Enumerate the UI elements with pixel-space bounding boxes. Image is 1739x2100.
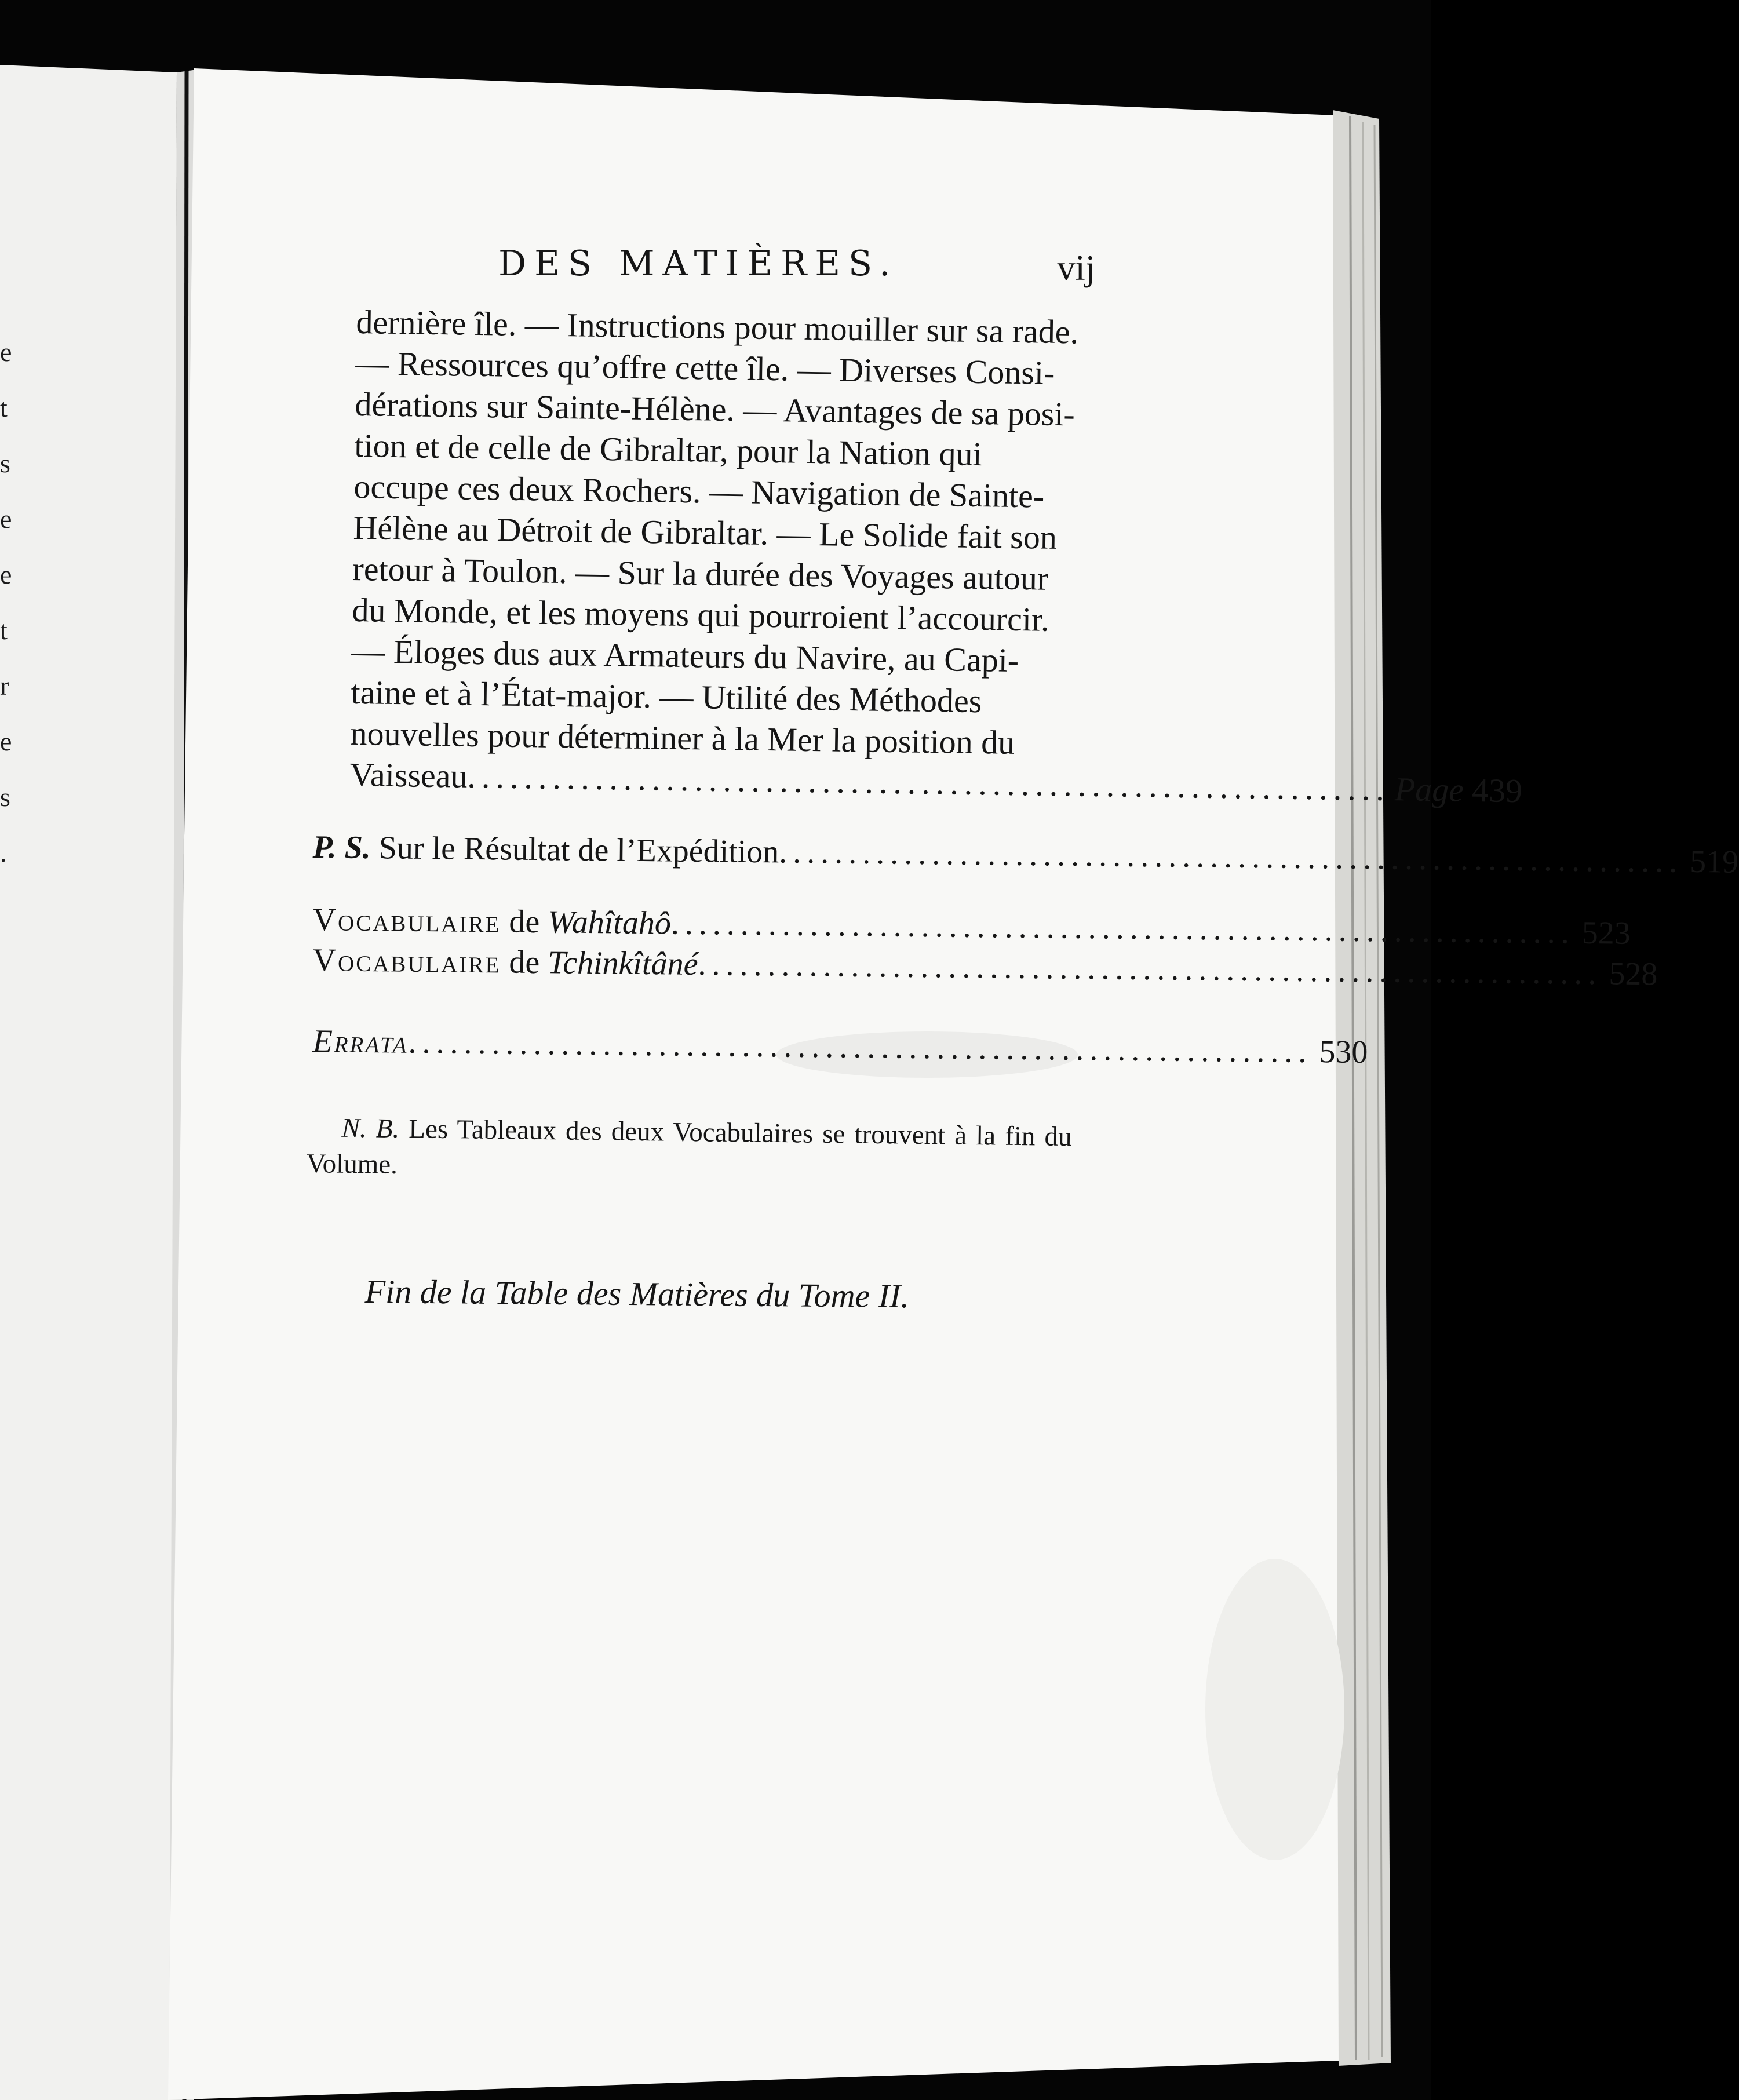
vocab1-name: Wahîtahô	[547, 904, 672, 942]
left-page-margin-text: e t s e e t r e s .	[0, 337, 12, 867]
entry-line: — Éloges dus aux Armateurs du Navire, au Capi-	[351, 632, 1019, 680]
errata-label: Errata	[312, 1023, 409, 1060]
errata-page: 530	[1319, 1034, 1368, 1071]
nota-bene	[306, 1110, 1071, 1191]
entry-line: occupe ces deux Rochers. — Navigation de Sainte-	[353, 467, 1045, 515]
entry-line: dernière île. — Instructions pour mouiller sur sa rade.	[356, 302, 1079, 351]
dot-leader: .................................................................	[698, 946, 1602, 992]
end-line: Fin de la Table des Matières du Tome II.	[364, 1273, 910, 1315]
vocab1-page: 523	[1581, 914, 1631, 951]
entry-line: Hélène au Détroit de Gibraltar. — Le Solide fait son	[353, 508, 1058, 556]
dot-leader: .................................................................	[670, 905, 1576, 951]
entry-line: taine et à l’État-major. — Utilité des Méthodes	[351, 673, 982, 720]
vocab2-page: 528	[1609, 956, 1658, 993]
entry-line: nouvelles pour déterminer à la Mer la position du	[350, 714, 1015, 761]
vocab2-label: Vocabulaire	[312, 942, 501, 980]
page-number: 439	[1471, 771, 1523, 810]
toc-line-vocab-1: Vocabulaire de Wahîtahô ................................................................. 523	[312, 902, 1631, 951]
nb-label: N. B.	[341, 1113, 400, 1144]
vocab2-name: Tchinkîtâné	[547, 945, 698, 982]
stain	[1205, 1559, 1344, 1860]
entry-line: tion et de celle de Gibraltar, pour la Nation qui	[354, 426, 983, 473]
dot-leader: .................................................................	[778, 834, 1683, 880]
ps-text: Sur le Résultat de l’Expédition	[378, 830, 779, 870]
left-page	[0, 65, 177, 2100]
entry-last-line-text: Vaisseau	[349, 755, 468, 795]
entry-line: du Monde, et les moyens qui pourroient l’accourcir.	[352, 590, 1050, 639]
page-label: Page	[1394, 770, 1464, 809]
folio: vij	[1057, 249, 1095, 288]
dot-leader: .................................................................	[408, 1024, 1313, 1070]
running-head: DES MATIÈRES.	[498, 243, 899, 284]
dot-leader: .................................................................	[467, 757, 1391, 808]
entry-line: retour à Toulon. — Sur la durée des Voyages autour	[352, 549, 1049, 597]
entry-line: — Ressources qu’offre cette île. — Diverses Consi-	[355, 344, 1055, 392]
vocab1-label: Vocabulaire	[312, 902, 501, 940]
toc-line-vocab-2: Vocabulaire de Tchinkîtâné ................................................................. 528	[312, 942, 1658, 993]
nb-text: Les Tableaux des deux Vocabulaires se trouvent à la fin du Volume.	[306, 1114, 1072, 1180]
ps-label: P. S.	[312, 829, 371, 866]
page-header	[191, 243, 1095, 296]
toc-entry-chapter	[349, 301, 1523, 810]
ps-page: 519	[1689, 843, 1739, 880]
entry-line: dérations sur Sainte-Hélène. — Avantages de sa posi-	[355, 385, 1076, 433]
